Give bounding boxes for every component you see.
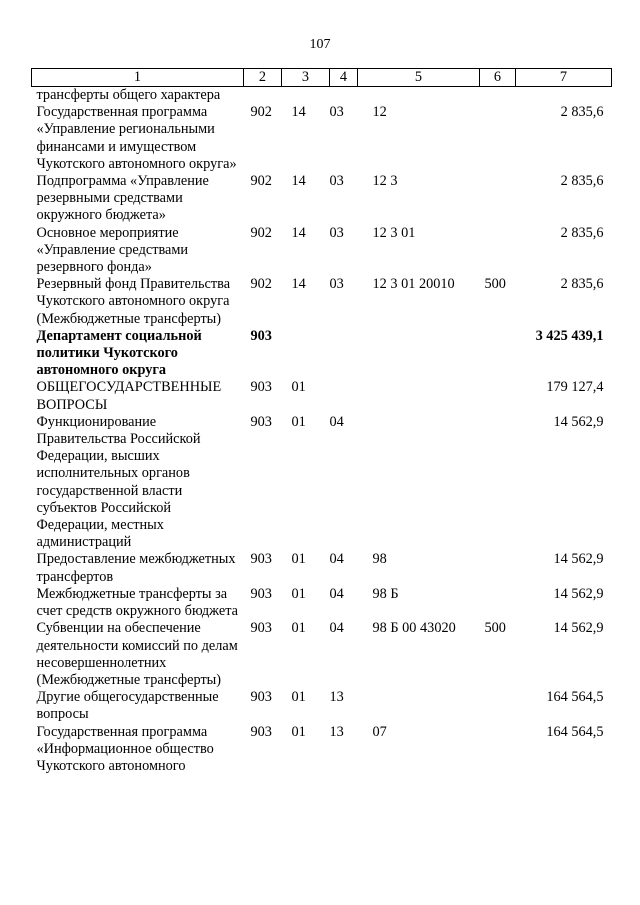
- row-name: Предоставление межбюджетных трансфертов: [36, 551, 236, 585]
- row-name: Государственная программа «Управление региональными финансами и имуществом Чукотского автономного округа»: [36, 104, 237, 172]
- row-target-item: 12 3: [372, 173, 398, 190]
- row-name: Другие общегосударственные вопросы: [36, 689, 219, 723]
- table-row: [32, 379, 612, 413]
- table-header: [32, 69, 612, 87]
- row-amount: 14 562,9: [553, 413, 604, 430]
- row-amount: 2 835,6: [560, 276, 604, 293]
- row-subsection: 04: [329, 551, 344, 568]
- row-target-item: [358, 414, 480, 552]
- header-row: [32, 69, 612, 87]
- header-col-3: 3: [282, 69, 330, 87]
- row-section: 14: [291, 224, 306, 241]
- table-row: [32, 276, 612, 328]
- header-col-4: 4: [330, 69, 358, 87]
- row-admin-code: 902: [250, 104, 272, 121]
- row-target-item: 98 Б: [372, 585, 399, 602]
- table-row: [32, 689, 612, 723]
- row-amount: 164 564,5: [546, 689, 604, 706]
- row-subsection: 04: [329, 585, 344, 602]
- table-row-department: [32, 328, 612, 380]
- row-amount: 14 562,9: [553, 585, 604, 602]
- row-subsection: 13: [329, 723, 344, 740]
- row-name: Субвенции на обеспечение деятельности комиссий по делам несовершеннолетних (Межбюджетные трансферты): [36, 620, 238, 688]
- row-section: 14: [291, 173, 306, 190]
- row-subsection: 03: [329, 173, 344, 190]
- row-subsection: 04: [329, 413, 344, 430]
- row-target-item: 12: [372, 104, 387, 121]
- row-target-item: [358, 689, 480, 723]
- row-name: Подпрограмма «Управление резервными средствами окружного бюджета»: [36, 173, 209, 224]
- page-number: 107: [309, 37, 331, 52]
- row-name: Департамент социальной политики Чукотского автономного округа: [36, 327, 202, 379]
- continuation-row: [32, 87, 612, 105]
- row-target-item: [358, 379, 480, 413]
- row-target-item: 98: [372, 551, 387, 568]
- row-target-item: [358, 328, 480, 380]
- row-subsection: 03: [329, 104, 344, 121]
- row-section: 01: [291, 551, 306, 568]
- table-row: [32, 586, 612, 620]
- row-subsection: [330, 328, 358, 380]
- table-row: [32, 225, 612, 277]
- row-section: 01: [291, 620, 306, 637]
- row-admin-code: 902: [250, 276, 272, 293]
- row-subsection: 13: [329, 689, 344, 706]
- row-expense-type: [480, 328, 516, 380]
- row-amount: 2 835,6: [560, 224, 604, 241]
- row-expense-type: [480, 551, 516, 585]
- row-subsection: 04: [329, 620, 344, 637]
- row-expense-type: [480, 586, 516, 620]
- row-amount: 164 564,5: [546, 723, 604, 740]
- row-name: Резервный фонд Правительства Чукотского автономного округа (Межбюджетные трансферты): [36, 276, 231, 327]
- table-row: [32, 104, 612, 173]
- row-section: 01: [291, 585, 306, 602]
- header-col-6: 6: [480, 69, 516, 87]
- row-name: Функционирование Правительства Российской Федерации, высших исполнительных органов государственной власти субъектов Российской Федерации, местных администраций: [36, 413, 201, 551]
- row-admin-code: 903: [250, 620, 272, 637]
- row-section: 14: [291, 104, 306, 121]
- row-admin-code: 903: [250, 723, 272, 740]
- row-admin-code: 903: [250, 327, 272, 344]
- row-expense-type: [480, 379, 516, 413]
- table-body: [32, 87, 612, 776]
- row-section: 01: [291, 379, 306, 396]
- row-section: 01: [291, 413, 306, 430]
- row-amount: 2 835,6: [560, 104, 604, 121]
- row-admin-code: 902: [250, 224, 272, 241]
- row-admin-code: 902: [250, 173, 272, 190]
- row-expense-type: [480, 724, 516, 776]
- row-target-item: 12 3 01 20010: [372, 276, 455, 293]
- row-admin-code: 903: [250, 585, 272, 602]
- row-amount: 2 835,6: [560, 173, 604, 190]
- row-section: 14: [291, 276, 306, 293]
- budget-table: [31, 68, 612, 775]
- table-row: [32, 551, 612, 585]
- row-expense-type: [480, 104, 516, 173]
- row-section: 01: [291, 723, 306, 740]
- table-row: [32, 724, 612, 776]
- row-name: Межбюджетные трансферты за счет средств окружного бюджета: [36, 585, 238, 620]
- row-expense-type: [480, 689, 516, 723]
- row-amount: 14 562,9: [553, 620, 604, 637]
- row-admin-code: 903: [250, 689, 272, 706]
- row-admin-code: 903: [250, 379, 272, 396]
- header-col-2: 2: [244, 69, 282, 87]
- row-target-item: 98 Б 00 43020: [372, 620, 456, 637]
- row-expense-type: [480, 225, 516, 277]
- row-admin-code: 903: [250, 551, 272, 568]
- header-col-7: 7: [516, 69, 612, 87]
- row-subsection: [330, 379, 358, 413]
- continuation-text: трансферты общего характера: [36, 87, 221, 103]
- row-name: Государственная программа «Информационное общество Чукотского автономного: [36, 723, 214, 774]
- table-row: [32, 414, 612, 552]
- table-row: [32, 620, 612, 689]
- header-col-1: 1: [32, 69, 244, 87]
- row-admin-code: 903: [250, 413, 272, 430]
- row-section: [282, 328, 330, 380]
- row-name: Основное мероприятие «Управление средствами резервного фонда»: [36, 224, 189, 276]
- table-row: [32, 173, 612, 225]
- row-target-item: 07: [372, 723, 387, 740]
- row-expense-type: [480, 414, 516, 552]
- row-expense-type: 500: [484, 620, 506, 637]
- row-amount: 14 562,9: [553, 551, 604, 568]
- row-expense-type: [480, 173, 516, 225]
- row-expense-type: 500: [484, 276, 506, 293]
- row-name: ОБЩЕГОСУДАРСТВЕННЫЕ ВОПРОСЫ: [36, 379, 222, 413]
- row-section: 01: [291, 689, 306, 706]
- row-amount: 179 127,4: [546, 379, 604, 396]
- header-col-5: 5: [358, 69, 480, 87]
- row-target-item: 12 3 01: [372, 224, 416, 241]
- row-subsection: 03: [329, 224, 344, 241]
- row-subsection: 03: [329, 276, 344, 293]
- row-amount: 3 425 439,1: [535, 327, 604, 344]
